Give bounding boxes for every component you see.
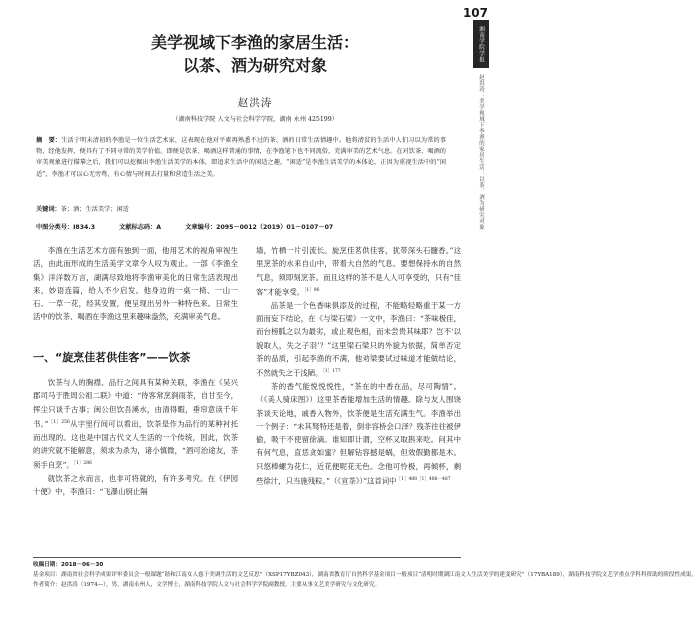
running-title: 赵洪涛：美学视域下李渔的家居生活：以茶、酒为研究对象	[478, 74, 484, 230]
article-title-line-1: 美学视域下李渔的家居生活：	[150, 33, 359, 52]
footnote-divider	[33, 557, 461, 558]
document-code: 文献标志码：A	[119, 224, 162, 231]
abstract-label: 摘 要：	[36, 137, 62, 144]
citation: ［1］486－487	[417, 476, 451, 482]
side-margin-bar	[473, 20, 489, 617]
funding-note: 基金项目：湖南省社会科学成果评审委员会一般课题“谐和江南女人慈于美调生活的文艺反思”（XSP17YBZ043），湖南省教育厅自然科学基金项目一般项目“清明时期湖江南文人生活美学的建变研究”（17YBA189），湖南科技学院文艺学重点学科科资助的阶段性成果。	[33, 572, 697, 578]
right-column	[256, 244, 461, 488]
article-title-line-2: 以茶、酒为研究对象	[182, 56, 327, 75]
citation: ［1］286	[73, 461, 92, 467]
classification-info	[36, 222, 446, 231]
citation: ［1］488	[396, 476, 418, 482]
author-name: 赵洪涛	[237, 97, 273, 109]
author-affiliation: （湖南科技学院 人文与社会科学学院，湖南 永州 425199）	[172, 116, 338, 123]
received-date: 收稿日期：2018－06－30	[33, 562, 104, 568]
citation: ［1］96	[304, 287, 320, 293]
footnotes	[33, 560, 697, 590]
clc-number: 中图分类号：I834.3	[36, 224, 95, 231]
body-paragraph: 墙，竹栖一片引流长。旋烹佳茗供佳客，犹带深头石髓香。”这里烹茶的水来自山中，带着大自然的气息。要想保持水的自然气息，须即刻烹茶。而且这样的茶不是人人可享受的，只有“佳客”才能享受。$^{[1]96}$	[256, 246, 461, 297]
keywords-label: 关键词：	[36, 206, 61, 213]
author-bio: 作者简介：赵洪涛（1974—），男，湖南永州人，文学博士，湖南科技学院人文与社会科学学院副教授，主要从事文艺美学研究与文化研究。	[33, 582, 381, 588]
body-paragraph: 品茶是一个色香味俱添及的过程，不能略轻略重于某一方面而妄下结论，在《与梁石梁》一文中，李渔曰：“茶味极佳，而台榜胍之以为最劣，或止观色相，而未尝贵其味耶？岂不‘以貌取人，失之子羽’？”这里梁石梁只的外貌为依据，简单否定茶的品质，引起李渔的不满，他劝梁要试过味道才能做结论，不然就失之于浅陋。$^{[1]177}$	[256, 300, 461, 378]
keywords-text: 茶；酒；生活美学；闲适	[60, 206, 129, 213]
journal-name-tab: 湘南学院学报	[473, 20, 489, 68]
abstract	[36, 135, 446, 180]
left-column-intro	[33, 244, 238, 324]
body-paragraph: 就饮茶之水而言，也非可将就的，有许多考究。在《伊园十便》中，李渔曰：“飞瀑山厨止隔	[33, 474, 238, 497]
intro-paragraph: 李渔在生活艺术方面有独到一面，他用艺术的视角审视生活，由此而形成的生活美学文章令人叹为观止。一部《李渔全集》洋洋数万言，湖满尽致地将李渔审美化的日常生活表现出来，妙语连篇，给人不少启发。他身边的一桌一椅、一山一石、一草一花，经其安置，便呈现出另外一种特色来。日常生活中的饮茶、喝酒在李渔这里来趣味盎然，充满审美气息。	[33, 246, 238, 322]
section-heading-tea: 一、“旋烹佳茗供佳客”——饮茶	[33, 351, 191, 364]
page-number: 107	[462, 6, 488, 20]
citation: ［1］256	[48, 419, 70, 425]
abstract-text: 生活于明末清初的李渔是一位生活艺术家，这表现在他对平素再熟悉不过的茶、酒的日常生活情趣中。他将清贫的生活中人们习以为常的事物，经他发挥，便具有了不同寻常的美学价值。即便是饮茶、喝酒这样普通的事情，在李渔笔下也不同流俗，充满审美的艺术气息。在对饮茶、喝酒的审美观象进行描摹之后，我们可以挖掘出李渔生活美学的本体，即追求生活中的闲适之趣，“闲适”是李渔生活美学的本体论，正因为重视生活中的“闲适”，李渔才可以心无旁骛，有心情与时间去打量和营造生活之美。	[36, 137, 447, 178]
keywords	[36, 204, 446, 213]
article-number: 文章编号：2095－0012（2019）01－0107－07	[185, 224, 334, 231]
citation: ［1］177	[322, 369, 341, 375]
body-paragraph: 茶的香气能悦悦悦性，“茶在的中香在品，尽可陶情”。（《美人骑床图》）这里茶香能增加生活的情趣。除与友人围饶茶谈天论地，戚香入物外，饮茶便是生活充满生气。李渔举出一个例子：“未其驽特还是着，倒非容桥会口泽？残茶往往被伊偷，吸干不使留徐滴。谁知即计谓，空杯又取斟来吃。问其中有何气息，直恁贪如蜜？但解钻容撼是蜗，但效假勤都是木。只悠棒螺为花仁，近花便呢花无色。念他可怜极，再倾杯，剩些徐汁，只当施残粒。”（《宣茶》）”这首词中$^{[1]488[1]486-487}$	[256, 381, 461, 486]
left-column-body	[33, 376, 238, 499]
body-paragraph: 饮茶与人的胸襟、品行之间具有某种关联，李渔在《吴兴郡司马于胜周公祖二联》中道：“待客常烹涧雨茶，自甘至今，挥尘只谈千古事；闽公但饮吾溪水，由清得暇，垂帘意读千年书。”$^{[1]256}$从字里行间可以看出，饮茶是作为品行的某种衬托而出现的。这也是中国古代文人生活的一个传统，因此，饮茶的讲究就不能解意，须求为杀为，诸小慎微，“酒可治途友，茶须手自烹”。$^{[1]286}$	[33, 378, 238, 470]
